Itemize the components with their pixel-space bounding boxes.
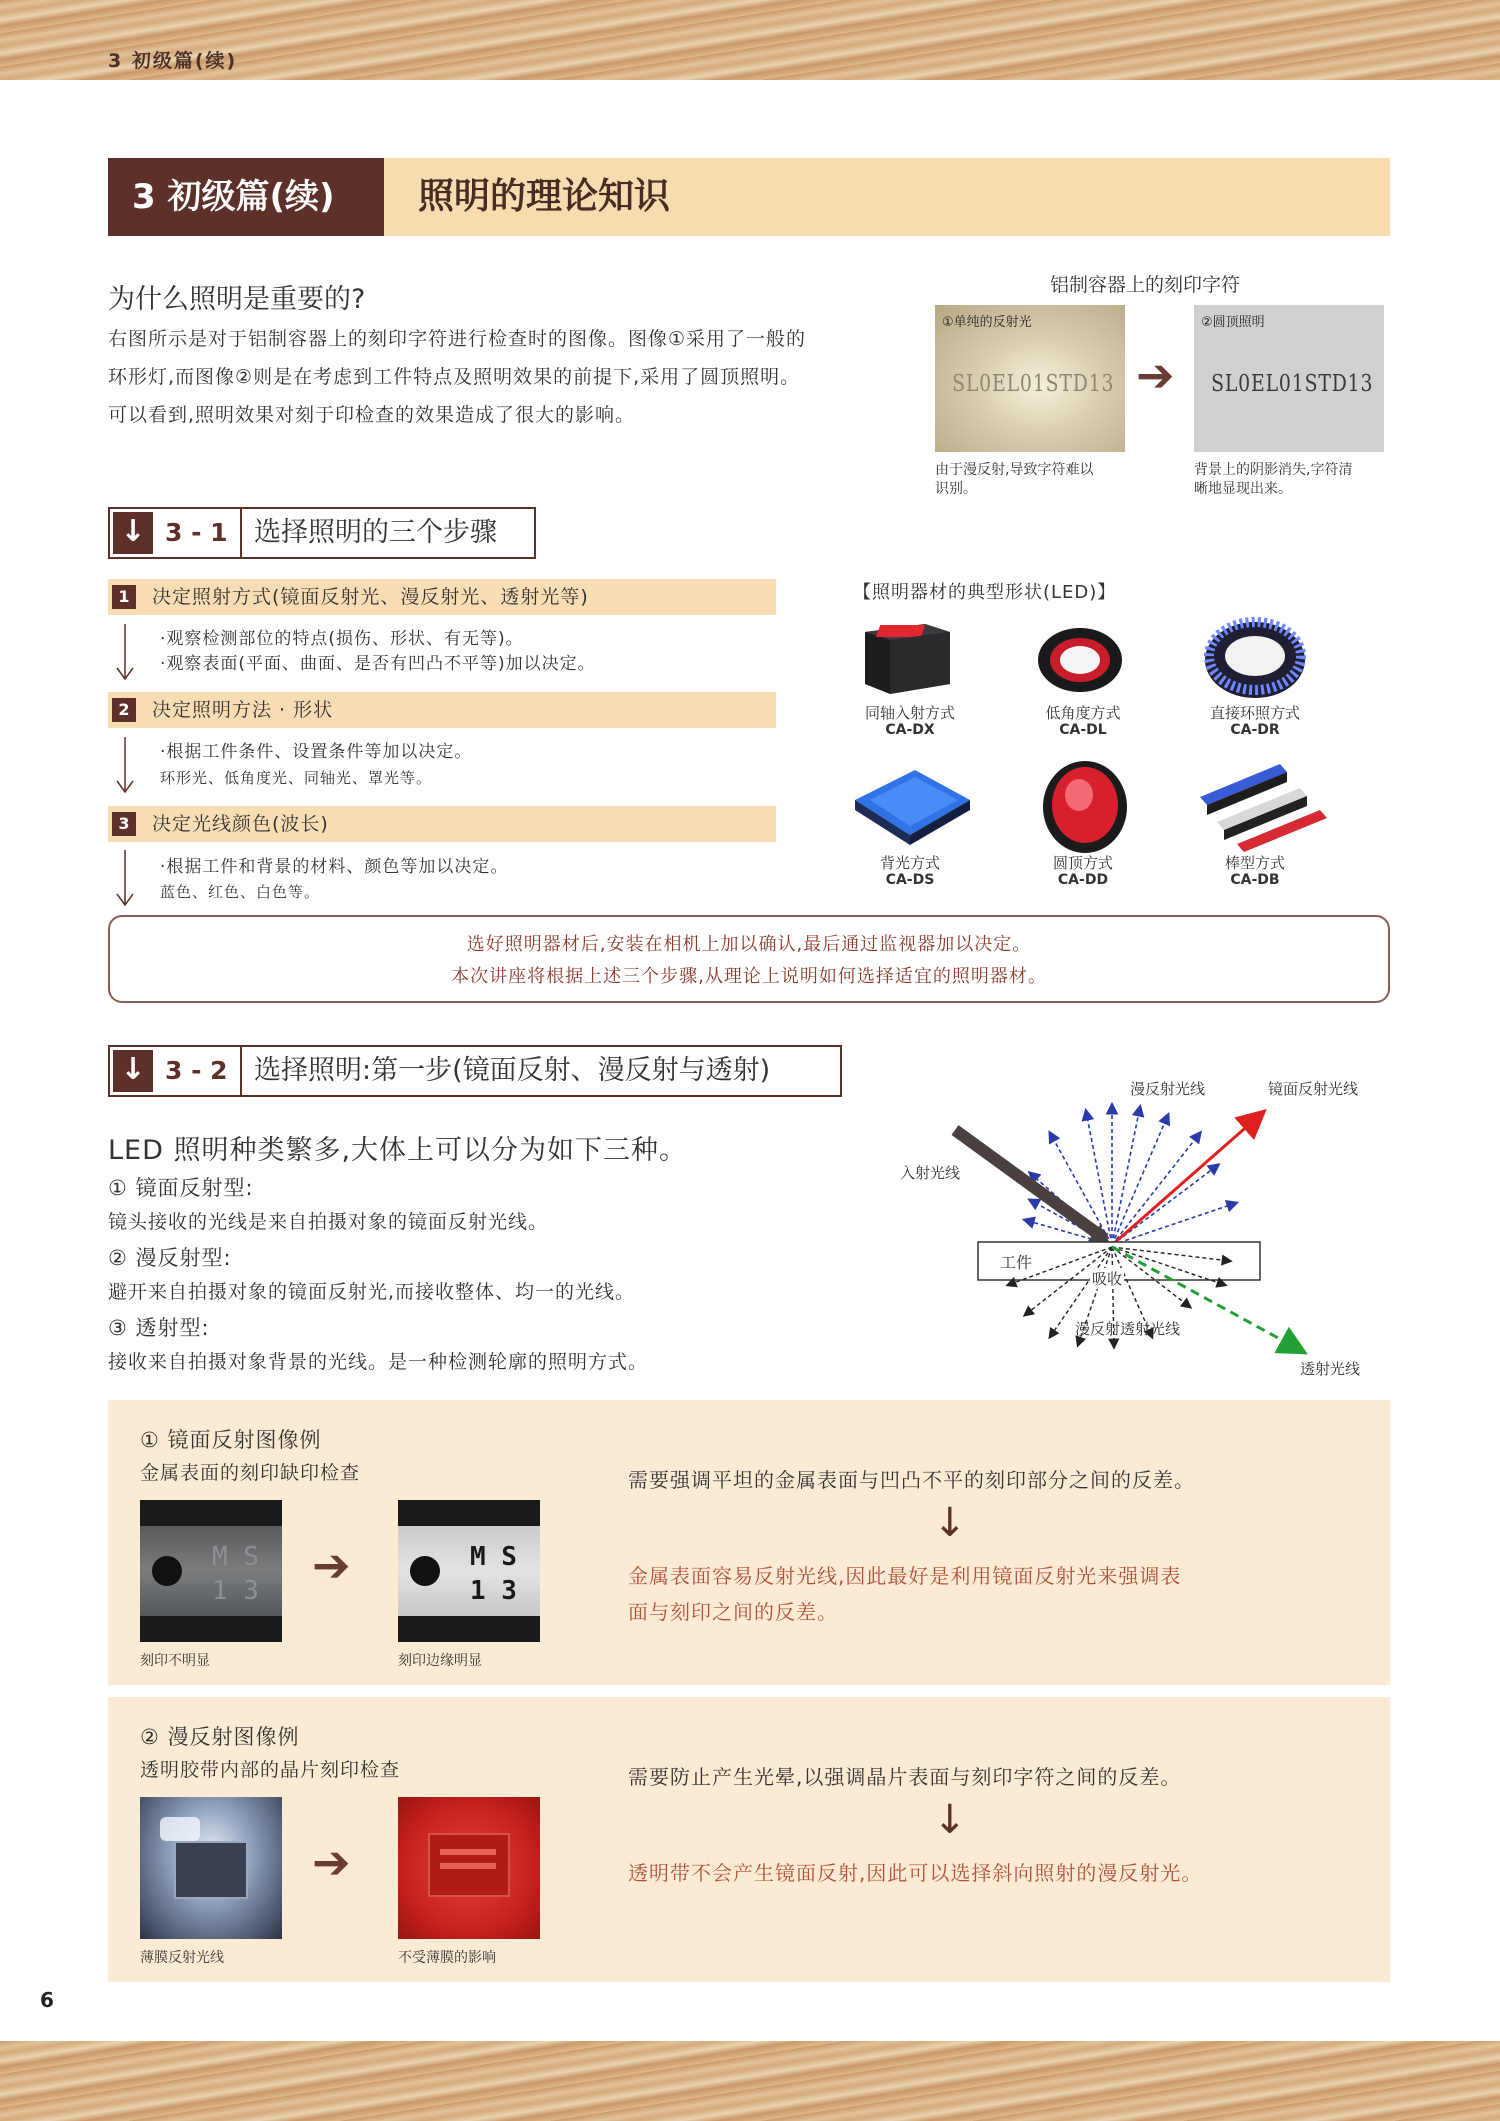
example-1-result-line-2: 面与刻印之间的反差。	[628, 1600, 838, 1624]
coaxial-fixture-image	[855, 612, 965, 702]
plain-light-caption-1: 由于漫反射,导致字符难以	[935, 462, 1094, 478]
dim-stamp-line-2: 1 3	[212, 1576, 259, 1606]
fixture-3-name: 直接环照方式	[1209, 704, 1300, 722]
transmit-label: 透射光线	[1300, 1360, 1361, 1378]
example-2-result	[628, 1855, 1308, 1891]
step-2-line-1: ·根据工件条件、设置条件等加以决定。	[160, 742, 473, 762]
fixture-3-model: CA-DR	[1230, 722, 1280, 738]
example-2-arrow-icon: ➔	[312, 1835, 351, 1889]
down-arrow-icon: ↓	[113, 512, 153, 554]
section-3-2-header	[108, 1045, 842, 1097]
step-3-line-1: ·根据工件和背景的材料、颜色等加以决定。	[160, 857, 509, 877]
bottom-wood-band	[0, 2041, 1500, 2121]
section-3-2-intro: LED 照明种类繁多,大体上可以分为如下三种。	[108, 1135, 688, 1166]
clear-stamp-line-2: 1 3	[470, 1576, 517, 1606]
fixture-5-caption	[1003, 855, 1163, 889]
section-3-1-header	[108, 507, 536, 559]
example-2-need: 需要防止产生光晕,以强调晶片表面与刻印字符之间的反差。	[628, 1765, 1182, 1789]
step-2-number: 2	[112, 698, 136, 722]
example-1-down-arrow-icon: ↓	[933, 1500, 967, 1546]
plain-light-caption-2: 识别。	[935, 481, 977, 497]
type-2-desc: 避开来自拍摄对象的镜面反射光,而接收整体、均一的光线。	[108, 1281, 636, 1303]
plain-light-label: ①单纯的反射光	[942, 315, 1032, 330]
chapter-label: 3 初级篇(续)	[108, 158, 384, 236]
tape-glare-photo	[140, 1797, 282, 1939]
step-2-title: 决定照明方法 · 形状	[152, 699, 334, 721]
example-1-title: ① 镜面反射图像例	[140, 1428, 322, 1452]
specular-reflect-label: 镜面反射光线	[1268, 1080, 1359, 1098]
step-3-band	[108, 806, 776, 842]
comparison-title: 铝制容器上的刻印字符	[1050, 274, 1241, 296]
intro-line-3: 可以看到,照明效果对刻于印检查的效果造成了很大的影响。	[108, 404, 636, 426]
down-arrow-icon: ↓	[113, 1050, 153, 1092]
section-3-1-number: 3 - 1	[165, 518, 228, 547]
example-1-subtitle: 金属表面的刻印缺印检查	[140, 1462, 361, 1484]
direct-ring-fixture-image	[1200, 612, 1310, 702]
diffuse-transmit-label: 漫反射透射光线	[1075, 1320, 1181, 1338]
plain-light-photo	[935, 305, 1125, 452]
example-1-caption-left: 刻印不明显	[140, 1653, 210, 1669]
metal-stamp-clear-photo	[398, 1500, 540, 1642]
step-3-title: 决定光线颜色(波长)	[152, 813, 329, 835]
example-1-result-line-1: 金属表面容易反射光线,因此最好是利用镜面反射光来强调表	[628, 1564, 1182, 1588]
fixture-6-model: CA-DB	[1230, 872, 1280, 888]
fixture-1-caption	[830, 705, 990, 739]
step-1-number: 1	[112, 585, 136, 609]
plain-light-stamp-text: SL0EL01STD13	[952, 371, 1115, 397]
fixture-4-caption	[830, 855, 990, 889]
metal-stamp-dim-photo	[140, 1500, 282, 1642]
summary-line-1: 选好照明器材后,安装在相机上加以确认,最后通过监视器加以决定。	[466, 934, 1032, 955]
clear-stamp-line-1: M S	[470, 1542, 517, 1572]
type-2-title: ② 漫反射型:	[108, 1246, 232, 1270]
example-1-need: 需要强调平坦的金属表面与凹凸不平的刻印部分之间的反差。	[628, 1468, 1195, 1492]
section-3-1-title: 选择照明的三个步骤	[240, 509, 509, 557]
dome-light-caption-1: 背景上的阴影消失,字符清	[1194, 462, 1353, 478]
summary-line-2: 本次讲座将根据上述三个步骤,从理论上说明如何选择适宜的照明器材。	[451, 966, 1047, 987]
diffuse-reflect-label: 漫反射光线	[1130, 1080, 1206, 1098]
example-diffuse-panel	[108, 1697, 1390, 1982]
step-2-down-arrow-icon	[115, 735, 135, 795]
example-2-caption-left: 薄膜反射光线	[140, 1950, 224, 1966]
step-3-line-2: 蓝色、红色、白色等。	[160, 883, 321, 901]
intro-heading: 为什么照明是重要的?	[108, 284, 366, 315]
step-1-down-arrow-icon	[115, 622, 135, 682]
incident-light-label: 入射光线	[900, 1164, 961, 1182]
fixtures-title: 【照明器材的典型形状(LED)】	[853, 582, 1117, 603]
comparison-arrow-icon: ➔	[1136, 348, 1175, 402]
fixture-5-name: 圆顶方式	[1052, 854, 1113, 872]
fixture-1-model: CA-DX	[885, 722, 935, 738]
backlight-fixture-image	[850, 760, 975, 855]
fixture-3-caption	[1175, 705, 1335, 739]
example-2-caption-right: 不受薄膜的影响	[398, 1950, 496, 1966]
step-1-band	[108, 579, 776, 615]
bar-fixture-image	[1195, 752, 1335, 857]
dome-light-caption-2: 晰地显现出来。	[1194, 481, 1292, 497]
example-2-title: ② 漫反射图像例	[140, 1725, 300, 1749]
fixture-1-name: 同轴入射方式	[864, 704, 955, 722]
fixture-6-caption	[1175, 855, 1335, 889]
dome-light-label: ②圆顶照明	[1201, 315, 1265, 330]
dome-fixture-image	[1035, 755, 1130, 855]
example-2-result-line-1: 透明带不会产生镜面反射,因此可以选择斜向照射的漫反射光。	[628, 1861, 1203, 1885]
type-3-desc: 接收来自拍摄对象背景的光线。是一种检测轮廓的照明方式。	[108, 1351, 649, 1373]
section-3-2-title: 选择照明:第一步(镜面反射、漫反射与透射)	[240, 1047, 782, 1095]
fixture-2-caption	[1003, 705, 1163, 739]
example-2-subtitle: 透明胶带内部的晶片刻印检查	[140, 1759, 401, 1781]
low-angle-fixture-image	[1030, 618, 1130, 698]
summary-box	[108, 915, 1390, 1003]
step-1-line-2: ·观察表面(平面、曲面、是否有凹凸不平等)加以决定。	[160, 654, 596, 674]
type-1-desc: 镜头接收的光线是来自拍摄对象的镜面反射光线。	[108, 1211, 549, 1233]
step-2-band	[108, 692, 776, 728]
example-2-down-arrow-icon: ↓	[933, 1797, 967, 1843]
step-2-line-2: 环形光、低角度光、同轴光、罩光等。	[160, 769, 433, 787]
example-1-caption-right: 刻印边缘明显	[398, 1653, 482, 1669]
tape-clear-photo	[398, 1797, 540, 1939]
example-specular-panel	[108, 1400, 1390, 1685]
fixture-2-name: 低角度方式	[1045, 704, 1121, 722]
workpiece-label: 工件	[1000, 1253, 1033, 1272]
step-1-title: 决定照射方式(镜面反射光、漫反射光、透射光等)	[152, 586, 589, 608]
header-section-label: 3 初级篇(续)	[108, 50, 238, 72]
absorb-label: 吸收	[1092, 1270, 1123, 1288]
dim-stamp-line-1: M S	[212, 1542, 259, 1572]
page-title-bar	[108, 158, 1390, 236]
example-1-result	[628, 1558, 1308, 1630]
example-1-arrow-icon: ➔	[312, 1538, 351, 1592]
fixture-4-model: CA-DS	[885, 872, 935, 888]
step-3-down-arrow-icon	[115, 848, 135, 908]
type-3-title: ③ 透射型:	[108, 1316, 210, 1340]
page-number: 6	[40, 1988, 54, 2012]
section-3-2-number: 3 - 2	[165, 1056, 228, 1085]
intro-line-2: 环形灯,而图像②则是在考虑到工件特点及照明效果的前提下,采用了圆顶照明。	[108, 366, 801, 388]
step-1-line-1: ·观察检测部位的特点(损伤、形状、有无等)。	[160, 629, 524, 649]
intro-line-1: 右图所示是对于铝制容器上的刻印字符进行检查时的图像。图像①采用了一般的	[108, 328, 807, 350]
fixture-5-model: CA-DD	[1057, 872, 1109, 888]
page-title: 照明的理论知识	[418, 176, 671, 217]
fixture-2-model: CA-DL	[1059, 722, 1107, 738]
dome-light-photo	[1194, 305, 1384, 452]
step-3-number: 3	[112, 812, 136, 836]
dome-light-stamp-text: SL0EL01STD13	[1211, 371, 1374, 397]
fixture-4-name: 背光方式	[879, 854, 940, 872]
type-1-title: ① 镜面反射型:	[108, 1176, 254, 1200]
fixture-6-name: 棒型方式	[1224, 854, 1285, 872]
